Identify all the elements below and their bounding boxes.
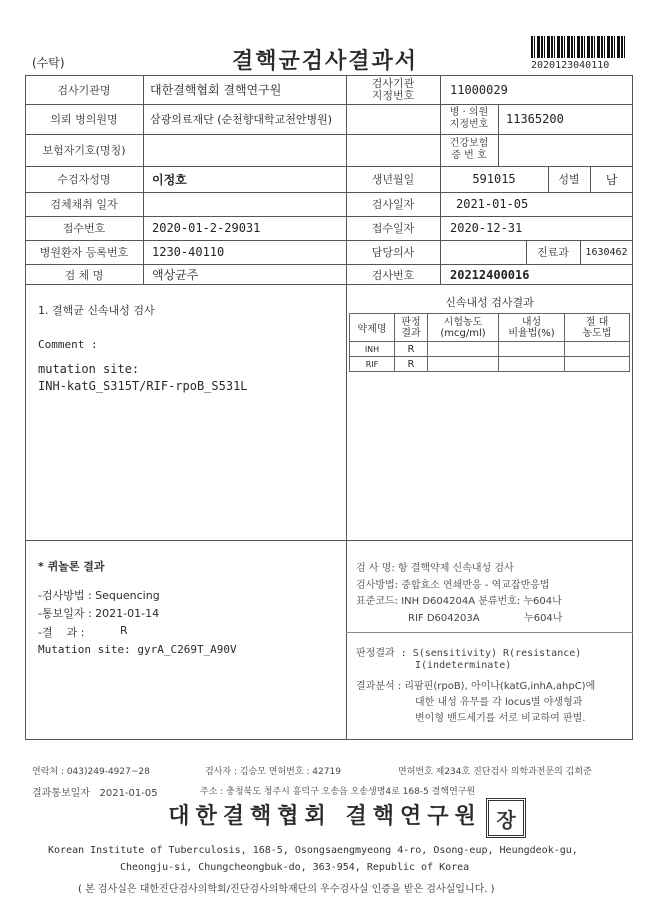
label-institution: 검사기관명	[57, 83, 111, 97]
rapid-table-title: 신속내성 검사결과	[445, 296, 534, 309]
license-info: 면허번호 제234호 진단검사 의학과전문의 김희준	[398, 767, 592, 777]
header-concentration: 시험농도 (mcg/ml)	[428, 314, 499, 342]
label-patient-name: 수검자성명	[57, 173, 111, 186]
header-judgement: 판정 결과	[395, 314, 428, 342]
quinolone-method: -검사방법 : Sequencing	[38, 589, 160, 602]
value-sex: 남	[605, 172, 618, 187]
value-department: 1630462	[585, 246, 628, 258]
quinolone-notify-date: -통보일자 : 2021-01-14	[38, 607, 160, 620]
quinolone-heading: * 퀴놀론 결과	[38, 560, 105, 573]
inspector-info: 검사자 : 김승모 면허번호 : 42719	[205, 767, 341, 777]
label-insurer: 보험자기호(명칭)	[42, 144, 126, 157]
row-rif-abs	[565, 357, 630, 372]
table-row	[350, 357, 630, 372]
english-address-2: Cheongju-si, Chungcheongbuk-do, 363-954, Republic of Korea	[120, 862, 470, 873]
analysis-1: 결과분석 : 리팜핀(rpoB), 아이나(katG,inhA,ahpC)에	[356, 681, 596, 692]
value-hospital: 삼광의료재단 (순천향대학교천안병원)	[150, 113, 333, 126]
value-receipt-date: 2020-12-31	[450, 221, 523, 235]
receipt-tag: (수탁)	[32, 56, 65, 70]
label-doctor: 담당의사	[371, 246, 415, 259]
judgement-2: I(indeterminate)	[415, 660, 512, 671]
official-seal	[486, 798, 526, 838]
comment-label: Comment :	[38, 338, 98, 351]
standard-code-2: RIF D604203A 누604나	[408, 613, 563, 624]
header-absolute-method: 절 대 농도법	[565, 314, 630, 342]
value-test-no: 20212400016	[450, 267, 530, 282]
address: 주소 : 충청북도 청주시 흥덕구 오송읍 오송생명4로 168-5 결핵연구원	[200, 787, 476, 797]
value-hospital-code: 11365200	[506, 112, 564, 126]
quinolone-result-value: R	[120, 624, 128, 637]
exam-method: 검사방법: 중합효소 연쇄반응 - 역교잡반응법	[356, 580, 550, 591]
label-sex: 성별	[558, 173, 580, 186]
value-specimen: 액상균주	[152, 268, 199, 282]
label-insurance-no: 건강보험 증 번 호	[449, 138, 489, 161]
row-rif-ratio	[499, 357, 565, 372]
rapid-test-heading: 1. 결핵균 신속내성 검사	[38, 304, 155, 317]
row-rif-conc	[428, 357, 499, 372]
exam-name: 검 사 명: 항 결핵약제 신속내성 검사	[356, 563, 514, 574]
label-hospital-code: 병 · 의원 지정번호	[449, 107, 489, 130]
english-address-1: Korean Institute of Tuberculosis, 168-5, Osongsaengmyeong 4-ro, Osong-eup, Heungdeok-gu,	[48, 845, 578, 856]
label-department: 진료과	[537, 246, 569, 259]
value-test-date: 2021-01-05	[456, 197, 529, 211]
label-collection-date: 검체채취 일자	[50, 198, 118, 211]
row-inh-abs	[565, 342, 630, 357]
label-birthdate: 생년월일	[371, 173, 415, 186]
value-institution: 대한결핵협회 결핵연구원	[150, 83, 282, 97]
analysis-3: 변이형 밴드세기를 서로 비교하여 판별.	[415, 713, 586, 724]
value-patient-name: 이정호	[152, 172, 187, 187]
mutation-site-label: mutation site:	[38, 362, 140, 376]
label-specimen: 검 체 명	[64, 268, 104, 282]
barcode-number: 2020123040110	[531, 60, 610, 71]
page-title: 결핵균검사결과서	[231, 48, 419, 74]
value-birthdate: 591015	[472, 172, 516, 186]
value-receipt-no: 2020-01-2-29031	[152, 221, 261, 235]
row-inh-conc	[428, 342, 499, 357]
label-institution-code: 검사기관 지정번호	[371, 76, 415, 102]
rapid-result-table	[349, 313, 630, 372]
analysis-2: 대한 내성 유무를 각 locus별 야생형과	[415, 697, 583, 708]
label-hospital: 의뢰 병의원명	[50, 113, 118, 126]
label-test-no: 검사번호	[371, 268, 415, 282]
barcode	[531, 36, 627, 58]
mutation-site-value: INH-katG_S315T/RIF-rpoB_S531L	[38, 379, 248, 393]
quinolone-mutation-site: Mutation site: gyrA_C269T_A90V	[38, 643, 237, 656]
label-patient-reg-no: 병원환자 등록번호	[39, 246, 129, 259]
label-receipt-no: 접수번호	[62, 222, 106, 235]
header-ratio-method: 내성 비율법(%)	[499, 314, 565, 342]
organization-name: 대한결핵협회 결핵연구원	[168, 803, 482, 829]
report-date: 결과통보일자 2021-01-05	[32, 788, 158, 799]
standard-code-1: 표준코드: INH D604204A 분류번호: 누604나	[356, 596, 562, 607]
row-rif-drug: RIF	[350, 357, 395, 372]
table-row	[350, 342, 630, 357]
value-institution-code: 11000029	[450, 82, 508, 97]
row-inh-ratio	[499, 342, 565, 357]
judgement-1: 판정결과 : S(sensitivity) R(resistance)	[356, 648, 582, 659]
label-test-date: 검사일자	[371, 198, 415, 211]
certification-note: ( 본 검사실은 대한진단검사의학회/진단검사의학재단의 우수검사실 인증을 받은 검사실입니다. )	[78, 884, 495, 895]
quinolone-result-label: -결 과 :	[38, 626, 85, 639]
label-receipt-date: 접수일자	[371, 222, 415, 235]
value-patient-reg-no: 1230-40110	[152, 245, 225, 259]
header-drug: 약제명	[350, 314, 395, 342]
seal-text: 장	[496, 807, 516, 832]
row-inh-result: R	[395, 342, 428, 357]
contact-phone: 연락처 : 043)249-4927~28	[32, 767, 150, 777]
row-inh-drug: INH	[350, 342, 395, 357]
row-rif-result: R	[395, 357, 428, 372]
